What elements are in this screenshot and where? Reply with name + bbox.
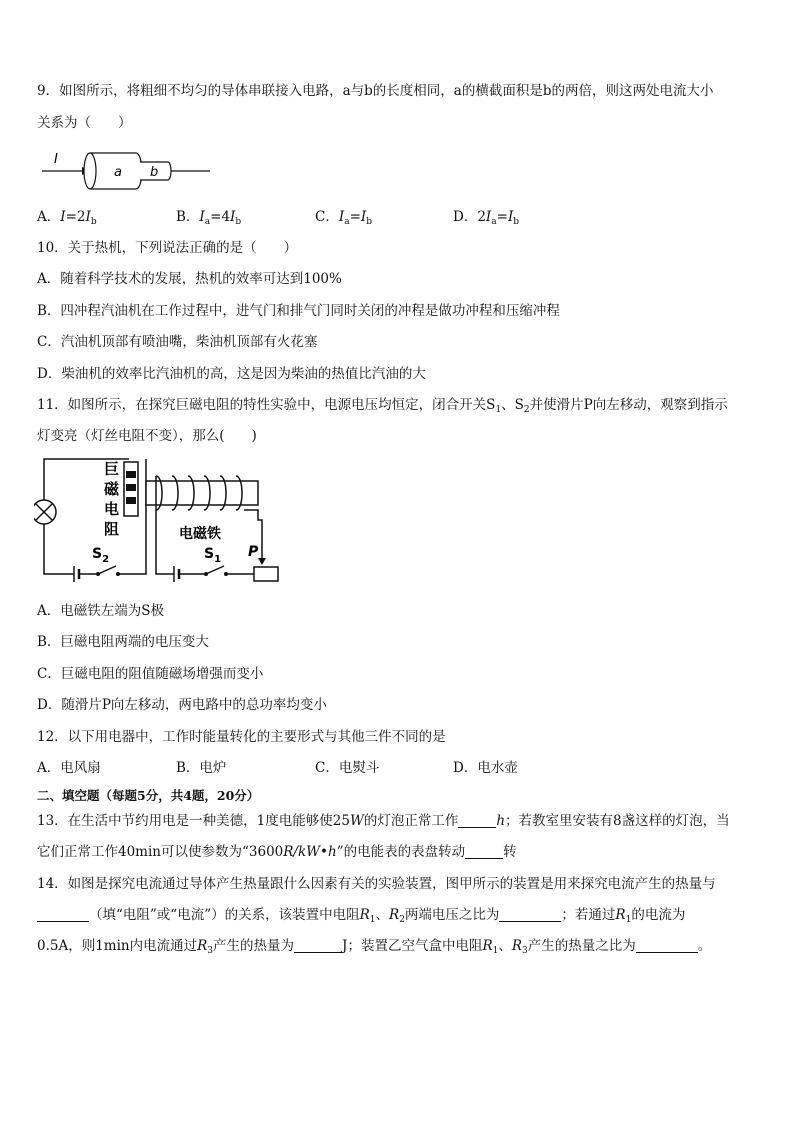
q10-option-b: B．四冲程汽油机在工作过程中，进气门和排气门同时关闭的冲程是做功冲程和压缩冲程: [37, 303, 560, 319]
electromagnet-label: 电磁铁: [179, 526, 221, 542]
rheostat: [254, 567, 278, 581]
q14-line3: 0.5A，则1min内电流通过$R_3$产生的热量为 J；装置乙空气盒中电阻$R_1$、$R_3$产生的热量之比为 。: [37, 938, 712, 956]
q11-option-d: D．随滑片P向左移动，两电路中的总功率均变小: [37, 697, 327, 713]
q14-blank-1[interactable]: [37, 907, 89, 922]
section-heading: 二、填空题（每题5分，共4题，20分）: [37, 788, 260, 803]
q12-option-b: B．电炉: [176, 760, 227, 776]
switch-s2-label: $S_2$: [92, 546, 110, 565]
q13-blank-1[interactable]: [458, 813, 496, 828]
q12-option-a: A．电风扇: [37, 760, 101, 776]
q13-line1: 13．在生活中节约用电是一种美德，1度电能够使25W的灯泡正常工作 h；若教室里安装有8盏这样的灯泡，当: [37, 813, 730, 829]
q12-option-c: C．电熨斗: [315, 760, 380, 776]
q14-blank-3[interactable]: [294, 938, 342, 953]
q9-stem-line1: 9．如图所示，将粗细不均匀的导体串联接入电路，a与b的长度相同，a的横截面积是b的两倍，则这两处电流大小: [37, 83, 714, 99]
slider-arrow: [258, 558, 266, 565]
q11-stem-line1: 11．如图所示，在探究巨磁电阻的特性实验中，电源电压均恒定，闭合开关$S_1$、$S_2$并使滑片P向左移动，观察到指示: [37, 397, 728, 415]
gmr-char-3: 电: [104, 500, 120, 518]
q9-label-b: b: [150, 165, 159, 180]
gmr-char-2: 磁: [104, 480, 120, 498]
q10-option-c: C．汽油机顶部有喷油嘴，柴油机顶部有火花塞: [37, 334, 318, 350]
q14-line1: 14．如图是探究电流通过导体产生热量跟什么因素有关的实验装置，图甲所示的装置是用来探究电流产生的热量与: [37, 876, 716, 892]
q11-option-c: C．巨磁电阻的阻值随磁场增强而变小: [37, 666, 264, 682]
q11-stem-line2: 灯变亮（灯丝电阻不变），那么( ): [37, 428, 257, 444]
q11-option-b: B．巨磁电阻两端的电压变大: [37, 634, 209, 650]
gmr-char-1: 巨: [104, 460, 120, 478]
q9-option-c: C．$I_a=I_b$: [315, 209, 372, 227]
q9-stem-line2: 关系为（ ）: [37, 115, 132, 131]
q10-option-d: D．柴油机的效率比汽油机的高，这是因为柴油的热值比汽油的大: [37, 366, 426, 382]
switch-s1-label: $S_1$: [204, 546, 222, 565]
q9-label-a: a: [114, 165, 122, 180]
q13-line2: 它们正常工作40min可以使参数为“3600R/kW•h”的电能表的表盘转动 转: [37, 844, 517, 860]
q11-circuit-figure: [34, 454, 284, 589]
q10-option-a: A．随着科学技术的发展，热机的效率可达到100%: [37, 271, 342, 287]
q9-option-b: B．$I_a=4I_b$: [176, 209, 242, 227]
q12-stem: 12．以下用电器中，工作时能量转化的主要形式与其他三件不同的是: [37, 729, 446, 745]
q9-option-d: D．$2I_a=I_b$: [453, 209, 520, 227]
q14-blank-4[interactable]: [636, 938, 698, 953]
q9-option-a: A．$I=2I_b$: [37, 209, 97, 227]
q10-stem: 10．关于热机，下列说法正确的是（ ）: [37, 240, 298, 256]
slider-label: P: [248, 544, 259, 560]
q11-option-a: A．电磁铁左端为S极: [37, 603, 164, 619]
q13-blank-2[interactable]: [465, 844, 503, 859]
q14-line2: （填“电阻”或“电流”）的关系，该装置中电阻$R_1$、$R_2$两端电压之比为 ；若通过$R_1$的电流为: [37, 905, 685, 925]
conductor-a-end: [84, 153, 96, 189]
q9-conductor-figure: [40, 145, 215, 200]
gmr-char-4: 阻: [104, 520, 120, 538]
q14-blank-2[interactable]: [499, 907, 561, 922]
q12-option-d: D．电水壶: [453, 760, 518, 776]
q9-label-current: I: [54, 152, 58, 167]
